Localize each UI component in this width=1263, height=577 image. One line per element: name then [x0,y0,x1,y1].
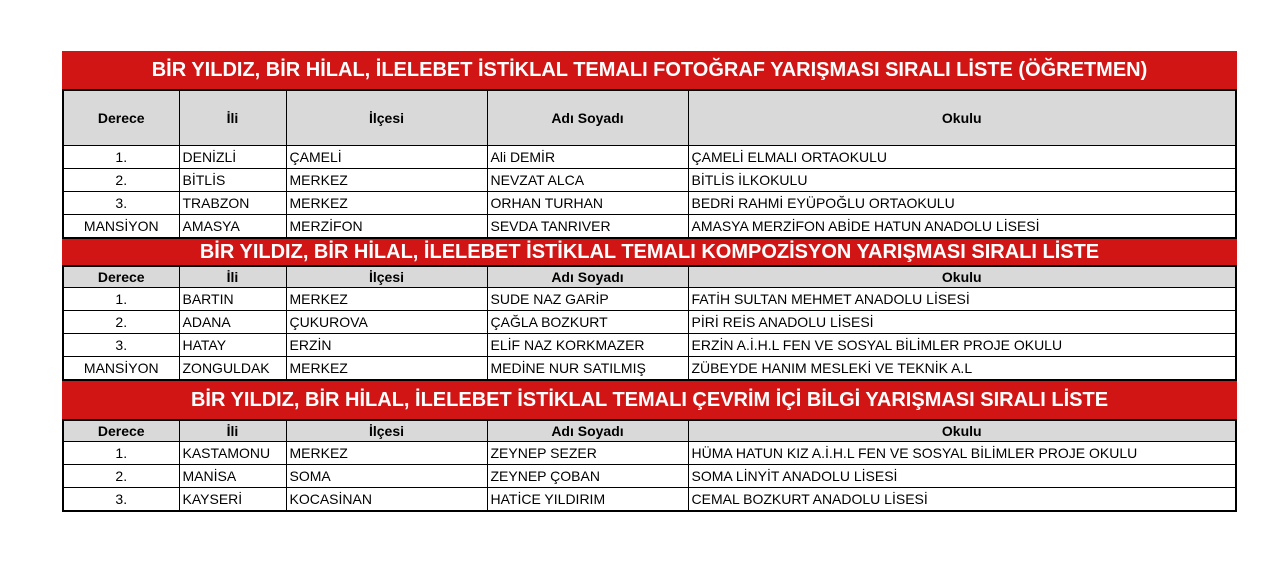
column-header-ili: İli [179,420,286,442]
cell-adi-soyadi: MEDİNE NUR SATILMIŞ [487,357,688,381]
cell-okulu: AMASYA MERZİFON ABİDE HATUN ANADOLU LİSESİ [688,215,1236,239]
cell-ilcesi: MERKEZ [286,192,487,215]
cell-adi-soyadi: ORHAN TURHAN [487,192,688,215]
cell-ili: KAYSERİ [179,488,286,512]
column-header-ili: İli [179,266,286,288]
column-header-ilcesi: İlçesi [286,420,487,442]
table-row [63,311,1236,334]
section-title-composition-contest: BİR YILDIZ, BİR HİLAL, İLELEBET İSTİKLAL TEMALI KOMPOZİSYON YARIŞMASI SIRALI LİSTE [62,239,1237,265]
results-table-online-quiz [62,419,1237,512]
cell-ili: MANİSA [179,465,286,488]
table-header-row [63,266,1236,288]
table-row [63,146,1236,169]
cell-okulu: PİRİ REİS ANADOLU LİSESİ [688,311,1236,334]
column-header-okulu: Okulu [688,90,1236,146]
table-header-row [63,420,1236,442]
cell-derece: 3. [63,192,179,215]
table-row [63,488,1236,512]
table-row [63,465,1236,488]
cell-okulu: BİTLİS İLKOKULU [688,169,1236,192]
column-header-okulu: Okulu [688,266,1236,288]
cell-ili: ZONGULDAK [179,357,286,381]
cell-ili: AMASYA [179,215,286,239]
table-row [63,288,1236,311]
results-table-composition-contest [62,265,1237,381]
cell-derece: 2. [63,169,179,192]
column-header-ilcesi: İlçesi [286,266,487,288]
cell-derece: MANSİYON [63,215,179,239]
column-header-okulu: Okulu [688,420,1236,442]
cell-derece: 2. [63,465,179,488]
cell-ilcesi: MERKEZ [286,357,487,381]
cell-ilcesi: SOMA [286,465,487,488]
cell-ilcesi: ERZİN [286,334,487,357]
cell-derece: 2. [63,311,179,334]
column-header-adi-soyadi: Adı Soyadı [487,90,688,146]
table-row [63,169,1236,192]
column-header-derece: Derece [63,90,179,146]
cell-adi-soyadi: HATİCE YILDIRIM [487,488,688,512]
cell-okulu: ÇAMELİ ELMALI ORTAOKULU [688,146,1236,169]
table-header-row [63,90,1236,146]
cell-adi-soyadi: ZEYNEP SEZER [487,442,688,465]
cell-ili: ADANA [179,311,286,334]
cell-ili: HATAY [179,334,286,357]
cell-derece: 3. [63,334,179,357]
column-header-adi-soyadi: Adı Soyadı [487,266,688,288]
column-header-ili: İli [179,90,286,146]
cell-okulu: CEMAL BOZKURT ANADOLU LİSESİ [688,488,1236,512]
column-header-derece: Derece [63,266,179,288]
table-row [63,192,1236,215]
results-sheet [62,51,1237,512]
cell-okulu: FATİH SULTAN MEHMET ANADOLU LİSESİ [688,288,1236,311]
section-title-photo-contest: BİR YILDIZ, BİR HİLAL, İLELEBET İSTİKLAL TEMALI FOTOĞRAF YARIŞMASI SIRALI LİSTE (ÖĞRETMEN) [62,51,1237,89]
cell-ili: BİTLİS [179,169,286,192]
cell-ilcesi: KOCASİNAN [286,488,487,512]
cell-ilcesi: MERKEZ [286,169,487,192]
cell-adi-soyadi: ZEYNEP ÇOBAN [487,465,688,488]
cell-derece: 1. [63,288,179,311]
cell-adi-soyadi: SUDE NAZ GARİP [487,288,688,311]
cell-okulu: SOMA LİNYİT ANADOLU LİSESİ [688,465,1236,488]
table-row [63,215,1236,239]
cell-ili: TRABZON [179,192,286,215]
section-title-online-quiz: BİR YILDIZ, BİR HİLAL, İLELEBET İSTİKLAL TEMALI ÇEVRİM İÇİ BİLGİ YARIŞMASI SIRALI LİSTE [62,381,1237,419]
cell-ilcesi: MERKEZ [286,288,487,311]
cell-ilcesi: MERKEZ [286,442,487,465]
table-row [63,442,1236,465]
cell-okulu: ERZİN A.İ.H.L FEN VE SOSYAL BİLİMLER PROJE OKULU [688,334,1236,357]
column-header-ilcesi: İlçesi [286,90,487,146]
cell-adi-soyadi: ÇAĞLA BOZKURT [487,311,688,334]
cell-ilcesi: ÇUKUROVA [286,311,487,334]
cell-derece: MANSİYON [63,357,179,381]
cell-ili: KASTAMONU [179,442,286,465]
column-header-adi-soyadi: Adı Soyadı [487,420,688,442]
table-row [63,334,1236,357]
cell-ilcesi: ÇAMELİ [286,146,487,169]
cell-derece: 1. [63,442,179,465]
cell-adi-soyadi: NEVZAT ALCA [487,169,688,192]
cell-ili: DENİZLİ [179,146,286,169]
cell-okulu: HÜMA HATUN KIZ A.İ.H.L FEN VE SOSYAL BİLİMLER PROJE OKULU [688,442,1236,465]
cell-okulu: ZÜBEYDE HANIM MESLEKİ VE TEKNİK A.L [688,357,1236,381]
cell-okulu: BEDRİ RAHMİ EYÜPOĞLU ORTAOKULU [688,192,1236,215]
cell-ilcesi: MERZİFON [286,215,487,239]
cell-adi-soyadi: SEVDA TANRIVER [487,215,688,239]
cell-derece: 1. [63,146,179,169]
cell-ili: BARTIN [179,288,286,311]
cell-adi-soyadi: Ali DEMİR [487,146,688,169]
cell-derece: 3. [63,488,179,512]
column-header-derece: Derece [63,420,179,442]
table-row [63,357,1236,381]
results-table-photo-contest [62,89,1237,239]
cell-adi-soyadi: ELİF NAZ KORKMAZER [487,334,688,357]
